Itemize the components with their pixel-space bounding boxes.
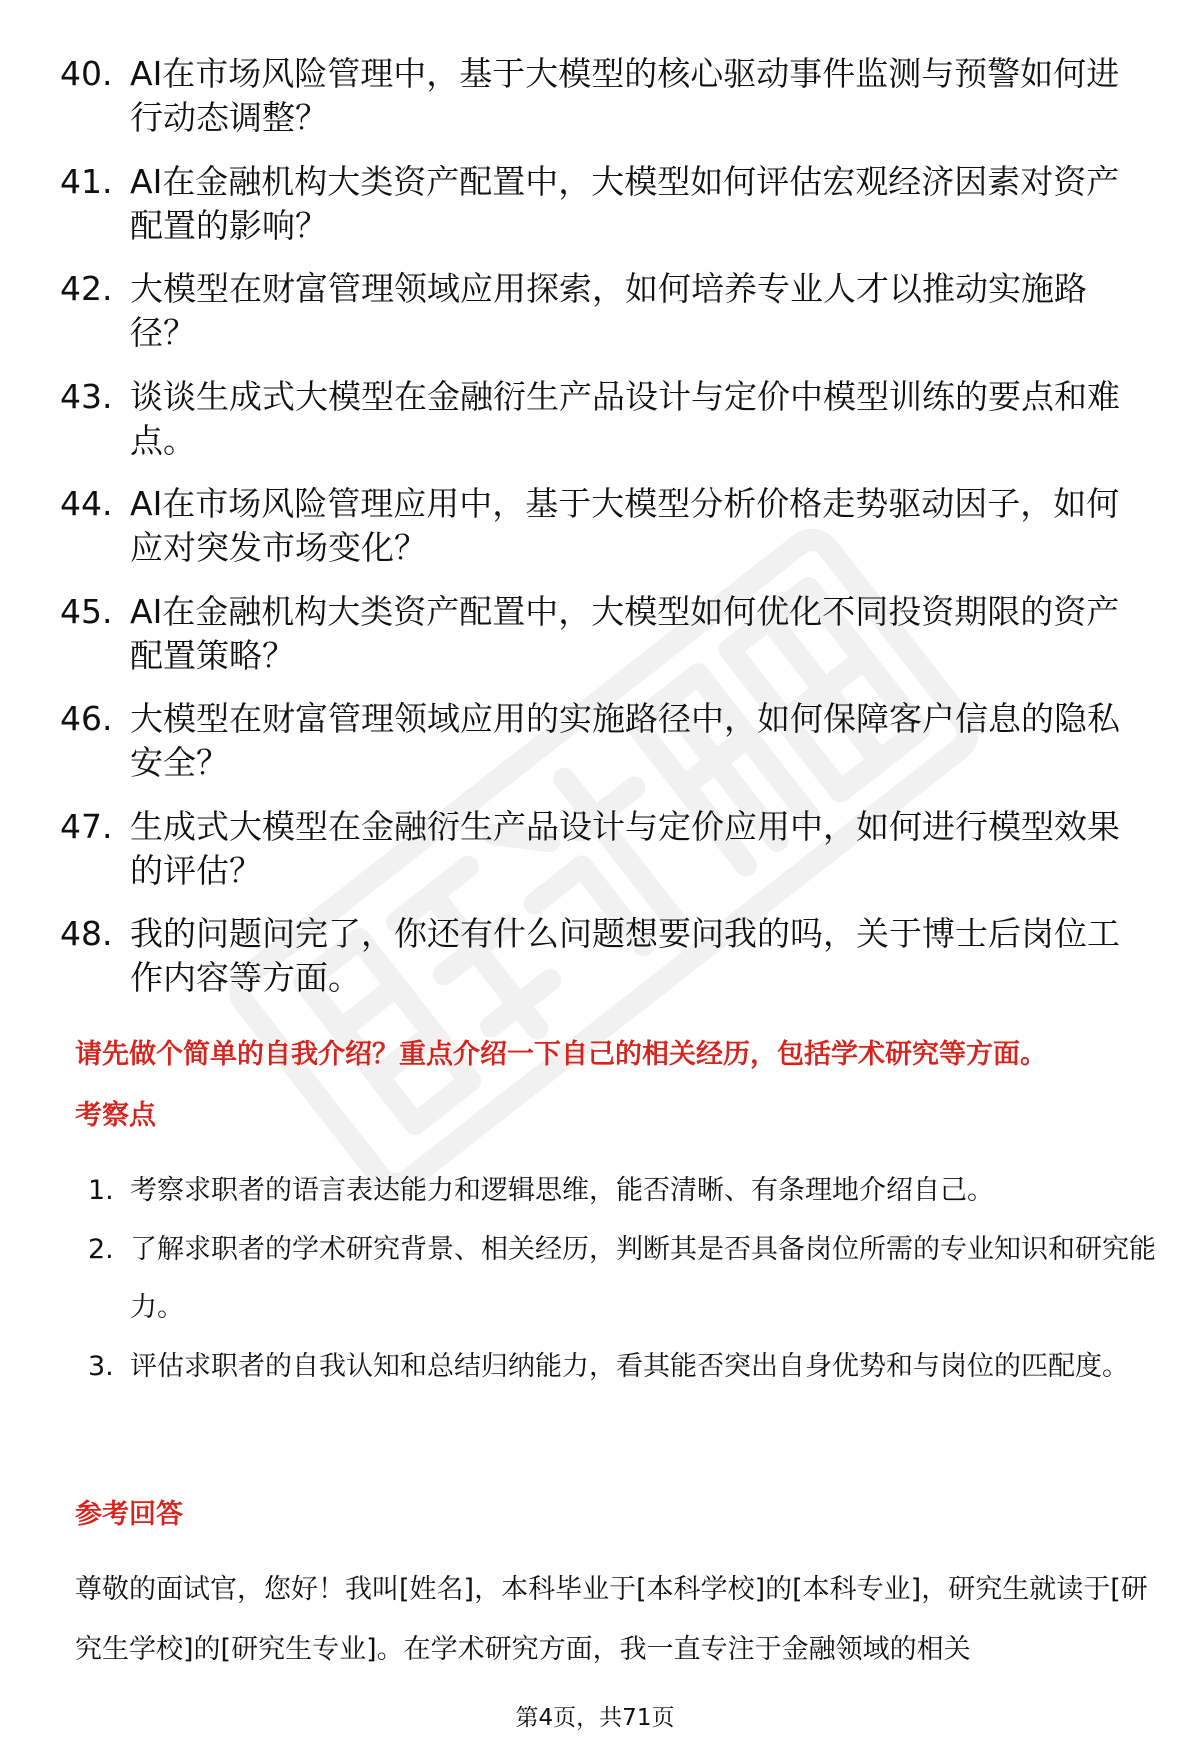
list-item — [60, 267, 1150, 355]
question-number: 47. — [60, 806, 113, 846]
question-text: 生成式大模型在金融衍生产品设计与定价应用中，如何进行模型效果的评估？ — [130, 806, 1120, 890]
reference-answer-heading: 参考回答 — [75, 1499, 183, 1530]
question-number: 46. — [60, 699, 113, 738]
reference-answer-text: 尊敬的面试官，您好！我叫[姓名]，本科毕业于[本科学校]的[本科专业]，研究生就读于[研究生学校]的[研究生专业]。在学术研究方面，我一直专注于金融领域的相关 — [75, 1574, 1148, 1665]
question-text: AI在金融机构大类资产配置中，大模型如何优化不同投资期限的资产配置策略？ — [130, 591, 1120, 675]
list-item — [60, 482, 1150, 570]
list-item — [60, 160, 1150, 248]
list-item — [60, 52, 1150, 140]
list-item — [88, 1221, 1158, 1337]
question-number: 40. — [60, 54, 113, 93]
question-number: 42. — [60, 269, 113, 308]
question-number: 43. — [60, 376, 113, 416]
point-number: 3. — [88, 1351, 114, 1382]
list-item — [88, 1162, 1158, 1220]
point-text: 考察求职者的语言表达能力和逻辑思维，能否清晰、有条理地介绍自己。 — [130, 1175, 994, 1206]
question-list — [60, 52, 1160, 1020]
page-number-footer: 第4页，共71页 — [515, 1705, 675, 1731]
question-text: 我的问题问完了，你还有什么问题想要问我的吗，关于博士后岗位工作内容等方面。 — [130, 914, 1120, 997]
question-text: AI在金融机构大类资产配置中，大模型如何评估宏观经济因素对资产配置的影响？ — [130, 161, 1120, 245]
question-text: 谈谈生成式大模型在金融衍生产品设计与定价中模型训练的要点和难点。 — [130, 376, 1120, 460]
question-number: 45. — [60, 591, 113, 631]
question-number: 44. — [60, 484, 113, 523]
point-text: 了解求职者的学术研究背景、相关经历，判断其是否具备岗位所需的专业知识和研究能力。 — [130, 1234, 1156, 1323]
question-number: 48. — [60, 914, 113, 953]
point-number: 1. — [88, 1175, 114, 1206]
question-text: AI在市场风险管理应用中，基于大模型分析价格走势驱动因子，如何应对突发市场变化？ — [130, 484, 1120, 567]
question-number: 41. — [60, 161, 113, 201]
list-item — [60, 912, 1150, 1000]
list-item — [60, 590, 1150, 678]
list-item — [60, 697, 1150, 785]
list-item — [60, 375, 1150, 463]
evaluation-points-list — [88, 1162, 1158, 1397]
interview-question-heading: 请先做个简单的自我介绍？重点介绍一下自己的相关经历，包括学术研究等方面。 — [75, 1039, 1047, 1070]
list-item — [88, 1338, 1158, 1396]
point-number: 2. — [88, 1234, 114, 1265]
question-text: AI在市场风险管理中，基于大模型的核心驱动事件监测与预警如何进行动态调整？ — [130, 54, 1120, 137]
list-item — [60, 805, 1150, 893]
point-text: 评估求职者的自我认知和总结归纳能力，看其能否突出自身优势和与岗位的匹配度。 — [130, 1351, 1129, 1382]
question-text: 大模型在财富管理领域应用探索，如何培养专业人才以推动实施路径？ — [130, 269, 1087, 352]
evaluation-points-heading: 考察点 — [75, 1100, 156, 1131]
question-text: 大模型在财富管理领域应用的实施路径中，如何保障客户信息的隐私安全？ — [130, 699, 1120, 782]
